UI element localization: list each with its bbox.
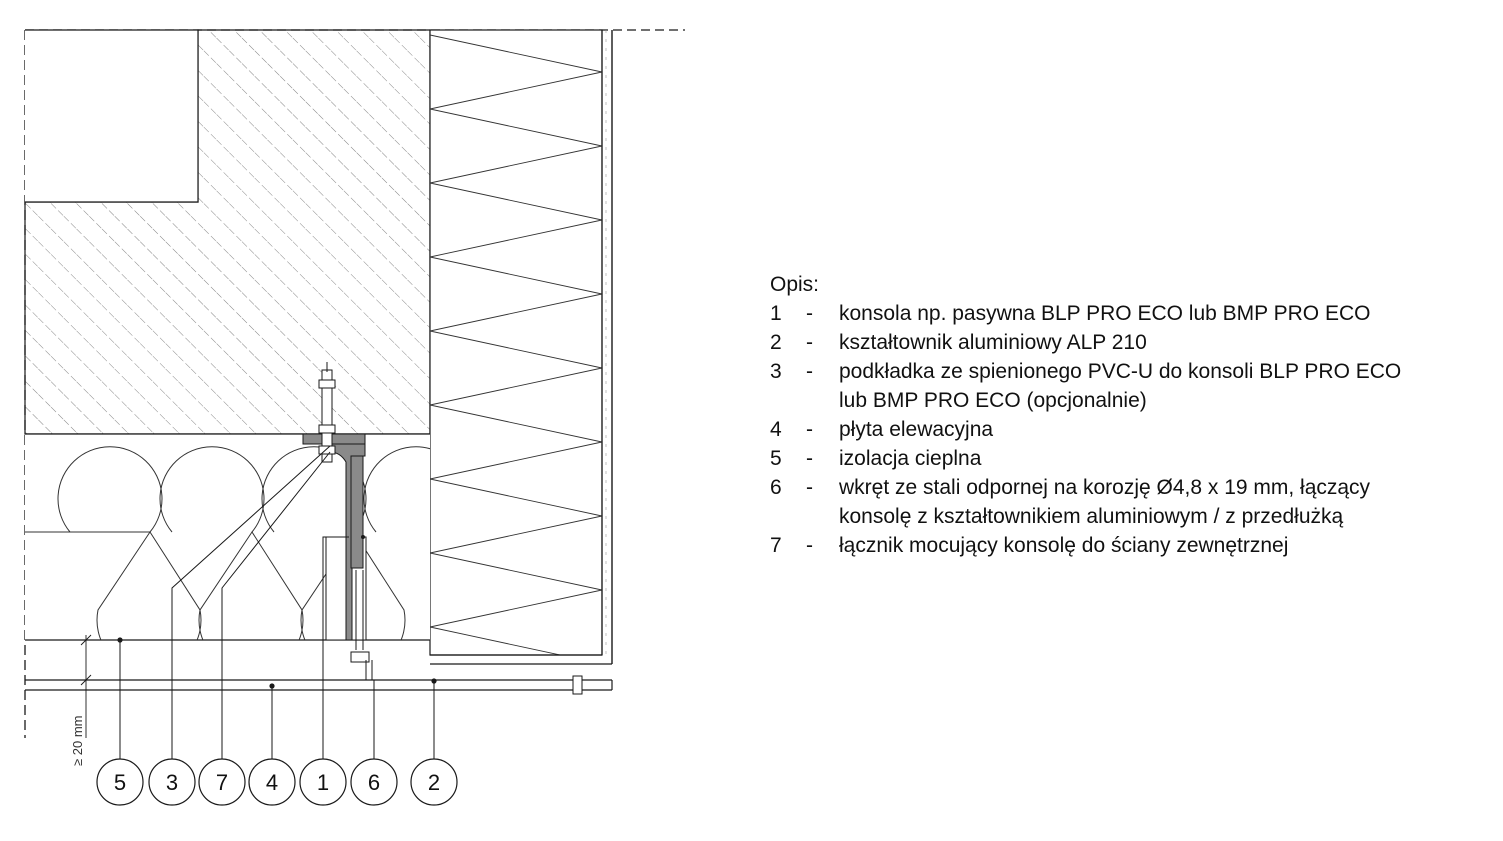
callout-label: 1 bbox=[316, 770, 330, 795]
legend-text: konsola np. pasywna BLP PRO ECO lub BMP PRO ECO bbox=[839, 302, 1371, 325]
dimension-label: ≥ 20 mm bbox=[70, 715, 85, 766]
legend-item: 1 - konsola np. pasywna BLP PRO ECO lub BMP PRO ECO bbox=[770, 299, 1495, 328]
callout-markers bbox=[97, 759, 457, 805]
legend-text: lub BMP PRO ECO (opcjonalnie) bbox=[839, 389, 1147, 412]
callout-5 bbox=[97, 759, 143, 805]
legend-number: 3 bbox=[770, 360, 782, 383]
legend-number: 7 bbox=[770, 534, 782, 557]
legend-text: izolacja cieplna bbox=[839, 447, 982, 470]
legend-item: 6 - wkręt ze stali odpornej na korozję Ø4,8 x 19 mm, łączący konsolę z kształtownikiem aluminiowym / z przedłużką bbox=[770, 473, 1495, 531]
window-opening bbox=[25, 30, 198, 202]
legend bbox=[770, 270, 1495, 560]
legend-title: Opis: bbox=[770, 273, 820, 296]
legend-item: 2 - kształtownik aluminiowy ALP 210 bbox=[770, 328, 1495, 357]
callout-3 bbox=[149, 759, 195, 805]
facade-panel bbox=[25, 676, 612, 694]
thermal-insulation bbox=[25, 434, 468, 672]
legend-number: 1 bbox=[770, 302, 782, 325]
callout-label: 7 bbox=[215, 770, 229, 795]
legend-text: wkręt ze stali odpornej na korozję Ø4,8 x 19 mm, łączący bbox=[839, 476, 1371, 499]
legend-text: łącznik mocujący konsolę do ściany zewnętrznej bbox=[839, 534, 1289, 557]
legend-text: konsolę z kształtownikiem aluminiowym / z przedłużką bbox=[839, 505, 1344, 528]
legend-text: kształtownik aluminiowy ALP 210 bbox=[839, 331, 1147, 354]
dimension bbox=[70, 635, 91, 766]
callout-label: 4 bbox=[265, 770, 279, 795]
callout-7 bbox=[199, 759, 245, 805]
legend-item: 7 - łącznik mocujący konsolę do ściany zewnętrznej bbox=[770, 531, 1495, 560]
legend-item: 5 - izolacja cieplna bbox=[770, 444, 1495, 473]
legend-number: 6 bbox=[770, 476, 782, 499]
section-drawing bbox=[0, 0, 700, 841]
legend-number: 5 bbox=[770, 447, 782, 470]
callout-label: 2 bbox=[427, 770, 441, 795]
callout-2 bbox=[411, 759, 457, 805]
legend-number: 2 bbox=[770, 331, 782, 354]
callout-4 bbox=[249, 759, 295, 805]
callout-6 bbox=[351, 759, 397, 805]
callout-label: 3 bbox=[165, 770, 179, 795]
legend-item: 3 - podkładka ze spienionego PVC-U do konsoli BLP PRO ECO lub BMP PRO ECO (opcjonalnie) bbox=[770, 357, 1495, 415]
callout-1 bbox=[300, 759, 346, 805]
legend-number: 4 bbox=[770, 418, 782, 441]
legend-text: podkładka ze spienionego PVC-U do konsoli BLP PRO ECO bbox=[839, 360, 1402, 383]
legend-text: płyta elewacyjna bbox=[839, 418, 994, 441]
callout-label: 5 bbox=[113, 770, 127, 795]
facade-insulation bbox=[430, 30, 612, 664]
legend-item: 4 - płyta elewacyjna bbox=[770, 415, 1495, 444]
callout-label: 6 bbox=[367, 770, 381, 795]
